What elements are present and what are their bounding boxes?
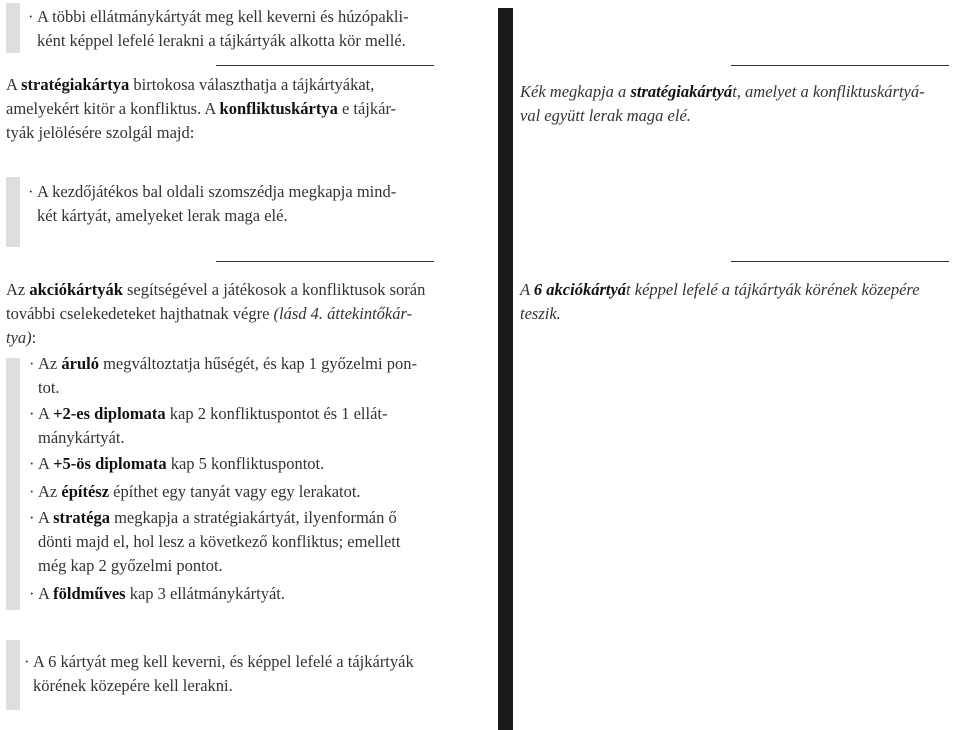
note-bullet: · — [28, 7, 34, 26]
example-action-cards — [520, 278, 960, 326]
reference-overview-card: (lásd 4. áttekintőkár- — [273, 304, 413, 323]
text-line: Kék megkapja a stratégiakártyát, amelyet a konfliktuskártyá- — [520, 82, 925, 101]
example-blue-strategy — [520, 80, 960, 128]
text-line: tyák jelölésére szolgál majd: — [6, 123, 195, 142]
text-line: A stratégiakártya birtokosa választhatja a tájkártyákat, — [6, 75, 375, 94]
note-shuffle-action-cards — [24, 650, 473, 698]
term-six-action-cards: 6 akciókártyá — [533, 280, 627, 299]
column-divider — [498, 8, 513, 730]
list-item: · A stratéga megkapja a stratégiakártyát, ilyenformán ő dönti majd el, hol lesz a következő konfliktus; emellett még kap 2 győzelmi pontot. — [29, 508, 401, 575]
note-line: A kezdőjátékos bal oldali szomszédja megkapja mind- — [37, 182, 397, 201]
term-strategy-card: stratégiakártya — [21, 75, 130, 94]
paragraph-action-cards — [6, 278, 476, 350]
note-line: A többi ellátmánykártyát meg kell keverni és húzópakli- — [37, 7, 409, 26]
text-line: val együtt lerak maga elé. — [520, 106, 691, 125]
note-line: ként képpel lefelé lerakni a tájkártyák alkotta kör mellé. — [37, 31, 406, 50]
note-marker-bar-2 — [6, 177, 20, 247]
term-strategy-card: stratégiakártyá — [630, 82, 733, 101]
note-line: két kártyát, amelyeket lerak maga elé. — [37, 206, 288, 225]
bullet-list-bar — [6, 358, 20, 610]
note-line: A 6 kártyát meg kell keverni, és képpel lefelé a tájkártyák — [33, 652, 414, 671]
note-marker-bar-3 — [6, 640, 20, 710]
list-item: · A +2-es diplomata kap 2 konfliktuspontot és 1 ellát- mánykártyát. — [29, 404, 388, 447]
text-line: teszik. — [520, 304, 561, 323]
action-card-list — [29, 352, 478, 606]
note-bullet: · — [28, 182, 34, 201]
section-rule-right-2 — [731, 261, 949, 262]
note-first-player-neighbor — [28, 180, 467, 228]
note-shuffle-supply — [28, 5, 467, 53]
term-conflict-card: konfliktuskártya — [219, 99, 338, 118]
term-action-cards: akciókártyák — [29, 280, 123, 299]
note-line: körének közepére kell lerakni. — [33, 676, 233, 695]
list-item: · A földműves kap 3 ellátmánykártyát. — [29, 584, 286, 603]
section-rule-left-1 — [216, 65, 434, 66]
note-bullet: · — [24, 652, 30, 671]
section-rule-left-2 — [216, 261, 434, 262]
text-line: A 6 akciókártyát képpel lefelé a tájkártyák körének közepére — [520, 280, 920, 299]
note-marker-bar-1 — [6, 3, 20, 53]
list-item: · Az áruló megváltoztatja hűségét, és kap 1 győzelmi pon- tot. — [29, 354, 417, 397]
paragraph-strategy-card — [6, 73, 476, 145]
text-line: amelyekért kitör a konfliktus. A konfliktuskártya e tájkár- — [6, 99, 397, 118]
list-item: · Az építész építhet egy tanyát vagy egy lerakatot. — [29, 482, 361, 501]
text-line: tya): — [6, 328, 37, 347]
text-line: Az akciókártyák segítségével a játékosok a konfliktusok során — [6, 280, 426, 299]
section-rule-right-1 — [731, 65, 949, 66]
text-line: további cselekedeteket hajthatnak végre (lásd 4. áttekintőkár- — [6, 304, 413, 323]
list-item: · A +5-ös diplomata kap 5 konfliktuspontot. — [29, 454, 325, 473]
